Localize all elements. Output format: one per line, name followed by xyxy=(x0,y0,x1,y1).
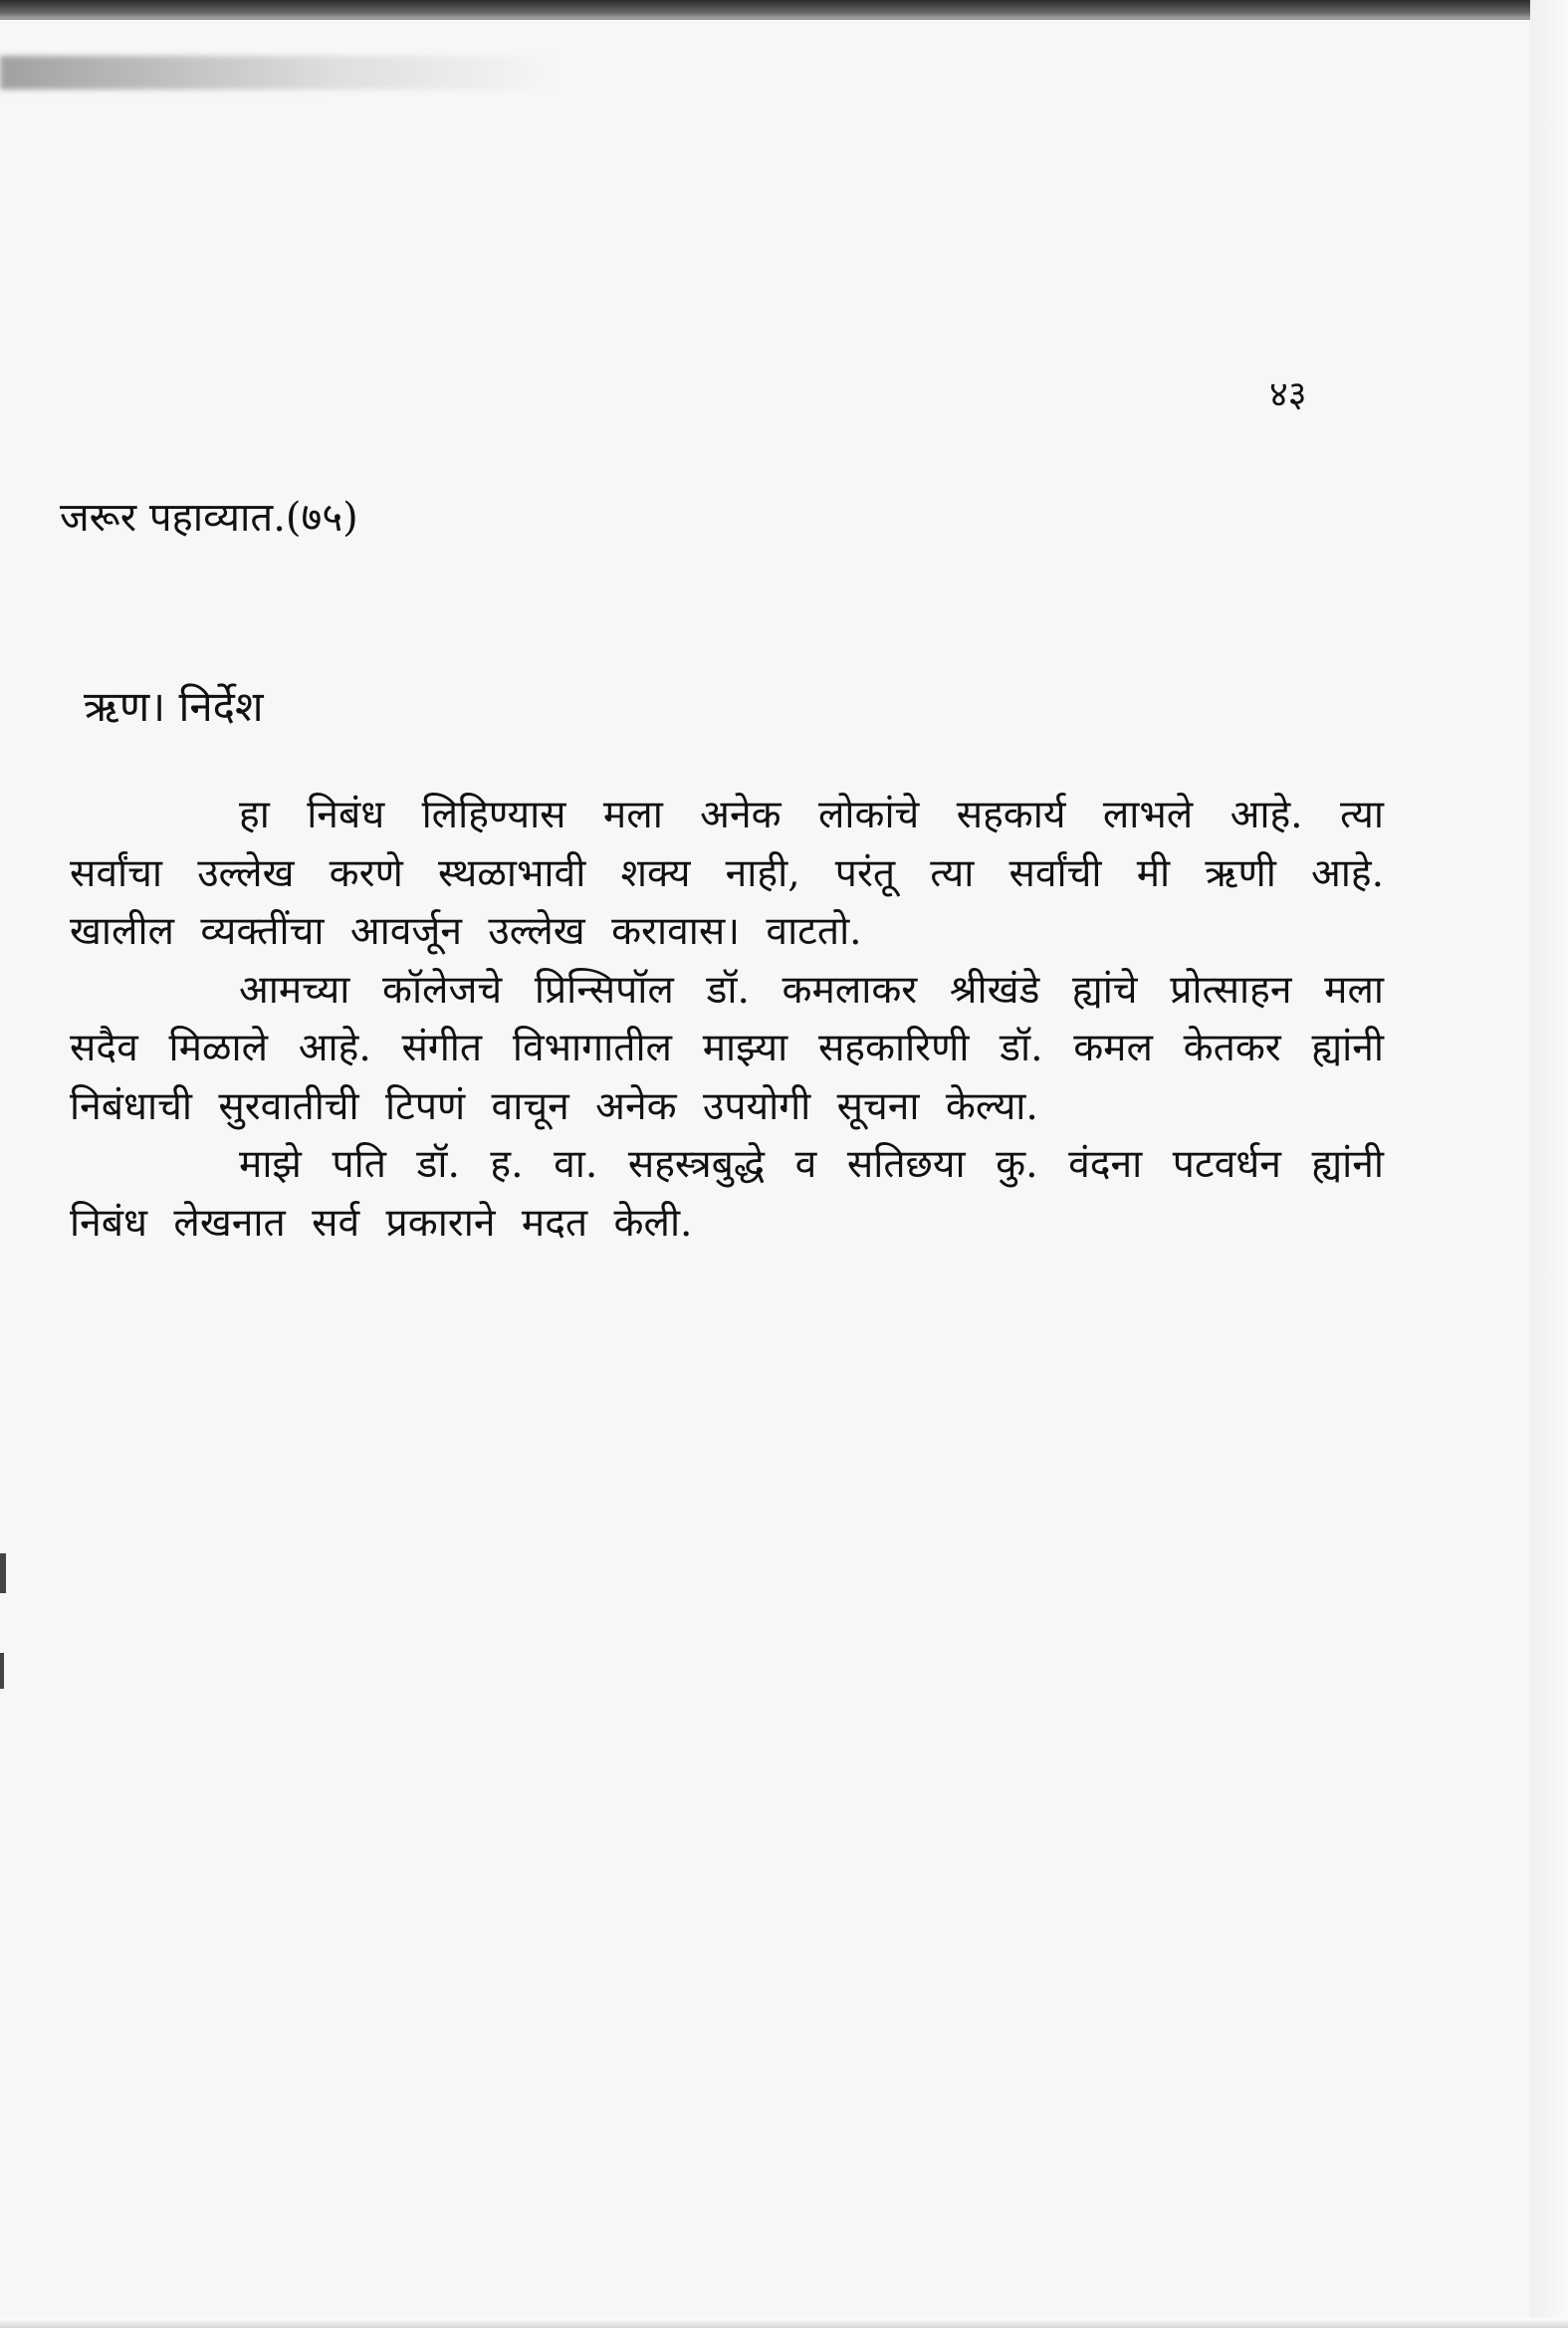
binding-staple-mark xyxy=(0,1653,4,1689)
acknowledgement-body xyxy=(70,787,1384,1253)
reference-note: जरूर पहाव्यात.(७५) xyxy=(60,495,358,541)
scan-bottom-edge xyxy=(0,2318,1568,2328)
paragraph: माझे पति डॉ. ह. वा. सहस्त्रबुद्धे व सतिछया कु. वंदना पटवर्धन ह्यांनी निबंध लेखनात सर्व प्रकाराने मदत केली. xyxy=(70,1142,1384,1246)
scan-shadow xyxy=(0,56,558,90)
scan-right-edge xyxy=(1530,0,1568,2328)
page-number: ४३ xyxy=(1269,374,1307,415)
binding-staple-mark xyxy=(0,1553,6,1593)
paragraph: हा निबंध लिहिण्यास मला अनेक लोकांचे सहकार्य लाभले आहे. त्या सर्वांचा उल्लेख करणे स्थळाभावी शक्य नाही, परंतू त्या सर्वांची मी ऋणी आहे. खालील व्यक्तींचा आवर्जून उल्लेख करावास। वाटतो. xyxy=(70,793,1384,954)
acknowledgement-heading: ऋण। निर्देश xyxy=(84,682,264,731)
paragraph: आमच्या कॉलेजचे प्रिन्सिपॉल डॉ. कमलाकर श्रीखंडे ह्यांचे प्रोत्साहन मला सदैव मिळाले आहे. संगीत विभागातील माझ्या सहकारिणी डॉ. कमल केतकर ह्यांनी निबंधाची सुरवातीची टिपणं वाचून अनेक उपयोगी सूचना केल्या. xyxy=(70,967,1384,1129)
